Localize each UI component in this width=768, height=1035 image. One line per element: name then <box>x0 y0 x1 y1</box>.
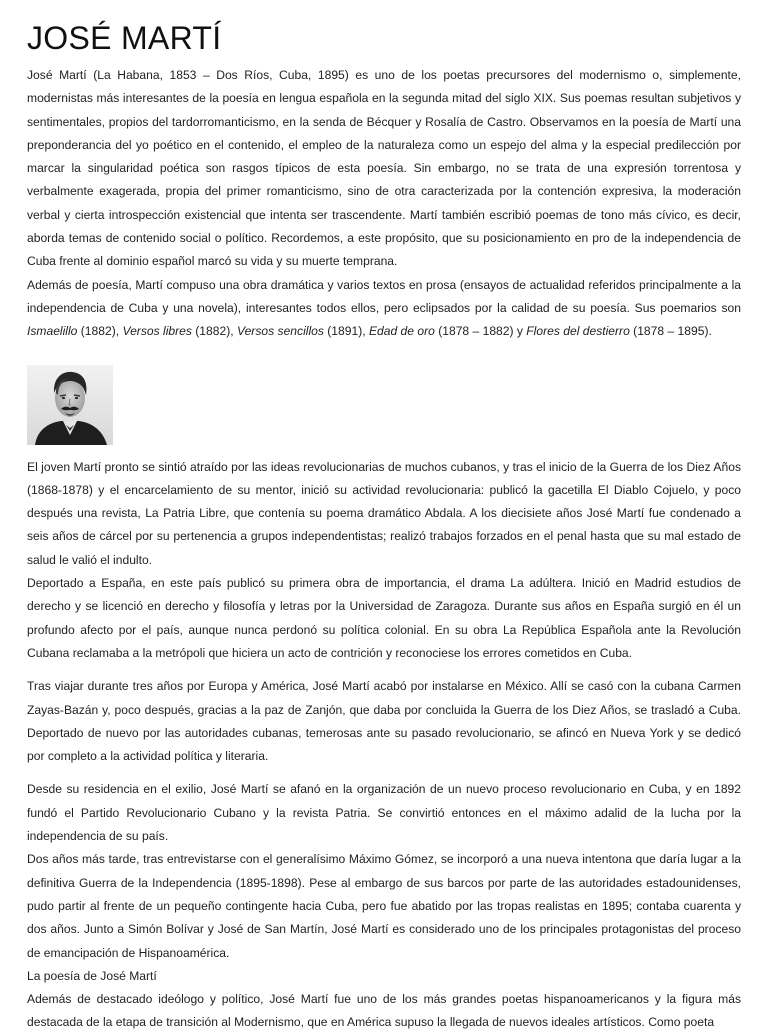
paragraph-intro: José Martí (La Habana, 1853 – Dos Ríos, Cuba, 1895) es uno de los poetas precursores del modernismo o, simplemente, modernistas más interesantes de la poesía en lengua española en la segunda mitad del siglo XIX. Sus poemas resultan subjetivos y sentimentales, propios del tardorromanticismo, en la senda de Bécquer y Rosalía de Castro. Observamos en la poesía de Martí una preponderancia del yo poético en el contenido, el empleo de la naturaleza como un espejo del alma y la especial predilección por marcar la singularidad poética son rasgos típicos de esta poesía. Sin embargo, no se trata de una expresión torrentosa y verbalmente exagerada, propia del primer romanticismo, sino de otra caracterizada por la contención expresiva, la moderación verbal y cierta introspección existencial que intenta ser trascendente. Martí también escribió poemas de tono más cívico, es decir, aborda temas de contenido social o político. Recordemos, a este propósito, que su posicionamiento en pro de la independencia de Cuba frente al dominio español marcó su vida y su muerte temprana. <box>27 68 741 269</box>
works-intro-text: Además de poesía, Martí compuso una obra dramática y varios textos en prosa (ensayos de actualidad referidos principalmente a la independencia de Cuba y una novela), interesantes todos ellos, pero eclipsados por la calidad de su poesía. Sus poemarios son <box>27 277 741 315</box>
paragraph-gap <box>27 768 741 778</box>
paragraph-gap <box>27 665 741 675</box>
page-title: JOSÉ MARTÍ <box>27 20 222 56</box>
works-text: (1891), <box>323 324 369 339</box>
paragraph-mexico: Tras viajar durante tres años por Europa y América, José Martí acabó por instalarse en México. Allí se casó con la cubana Carmen Zayas-Bazán y, poco después, gracias a la paz de Zanjón, que daba por concluida la Guerra de los Diez Años, se trasladó a Cuba. Deportado de nuevo por las autoridades cubanas, temerosas ante su pasado revolucionario, se afincó en Nueva York y se dedicó por completo a la actividad política y literaria. <box>27 679 741 764</box>
paragraph-poetry: Además de destacado ideólogo y político, José Martí fue uno de los más grandes poetas hispanoamericanos y la figura más destacada de la etapa de transición al Modernismo, que en América supuso la llegada de nuevos ideales artísticos. Como poeta <box>27 992 741 1030</box>
section-heading-poetry: La poesía de José Martí <box>27 968 157 983</box>
paragraph-spain: Deportado a España, en este país publicó su primera obra de importancia, el drama La adúltera. Inició en Madrid estudios de derecho y se licenció en derecho y filosofía y letras por la Universidad de Zaragoza. Durante sus años en España surgió en él un profundo afecto por el país, aunque nunca perdonó su política colonial. En su obra La República Española ante la Revolución Cubana reclamaba a la metrópoli que hiciera un acto de contrición y reconociese los errores cometidos en Cuba. <box>27 576 741 660</box>
work-title-ismaelillo: Ismaelillo <box>27 324 78 339</box>
portrait-image <box>27 365 113 445</box>
works-text: (1882), <box>77 324 123 339</box>
works-text: (1878 – 1895). <box>629 324 712 339</box>
paragraph-works <box>27 274 741 344</box>
paragraph-exile: Desde su residencia en el exilio, José Martí se afanó en la organización de un nuevo proceso revolucionario en Cuba, y en 1892 fundó el Partido Revolucionario Cubano y la revista Patria. Se convirtió entonces en el máximo adalid de la lucha por la independencia de su país. <box>27 782 741 844</box>
work-title-flores-del-destierro: Flores del destierro <box>526 324 630 339</box>
work-title-versos-libres: Versos libres <box>122 324 192 339</box>
work-title-edad-de-oro: Edad de oro <box>368 324 435 339</box>
paragraph-revolution: El joven Martí pronto se sintió atraído por las ideas revolucionarias de muchos cubanos, y tras el inicio de la Guerra de los Diez Años (1868-1878) y el encarcelamiento de su mentor, inició su actividad revolucionaria: publicó la gacetilla El Diablo Cojuelo, y poco después una revista, La Patria Libre, que contenía su poema dramático Abdala. A los diecisiete años José Martí fue condenado a seis años de cárcel por su pertenencia a grupos independentistas; realizó trabajos forzados en el penal hasta que su mal estado de salud le valió el indulto. <box>27 459 741 567</box>
work-title-versos-sencillos: Versos sencillos <box>236 324 324 339</box>
works-text: (1878 – 1882) y <box>434 324 527 339</box>
paragraph-independence-war: Dos años más tarde, tras entrevistarse con el generalísimo Máximo Gómez, se incorporó a una nueva intentona que daría lugar a la definitiva Guerra de la Independencia (1895-1898). Pese al embargo de sus barcos por parte de las autoridades estadounidenses, pudo partir al frente de un pequeño contingente hacia Cuba, pero fue abatido por las tropas realistas en 1895; contaba cuarenta y dos años. Junto a Simón Bolívar y José de San Martín, José Martí es considerado uno de los principales protagonistas del proceso de emancipación de Hispanoamérica. <box>27 852 741 960</box>
works-text: (1882), <box>191 324 237 339</box>
